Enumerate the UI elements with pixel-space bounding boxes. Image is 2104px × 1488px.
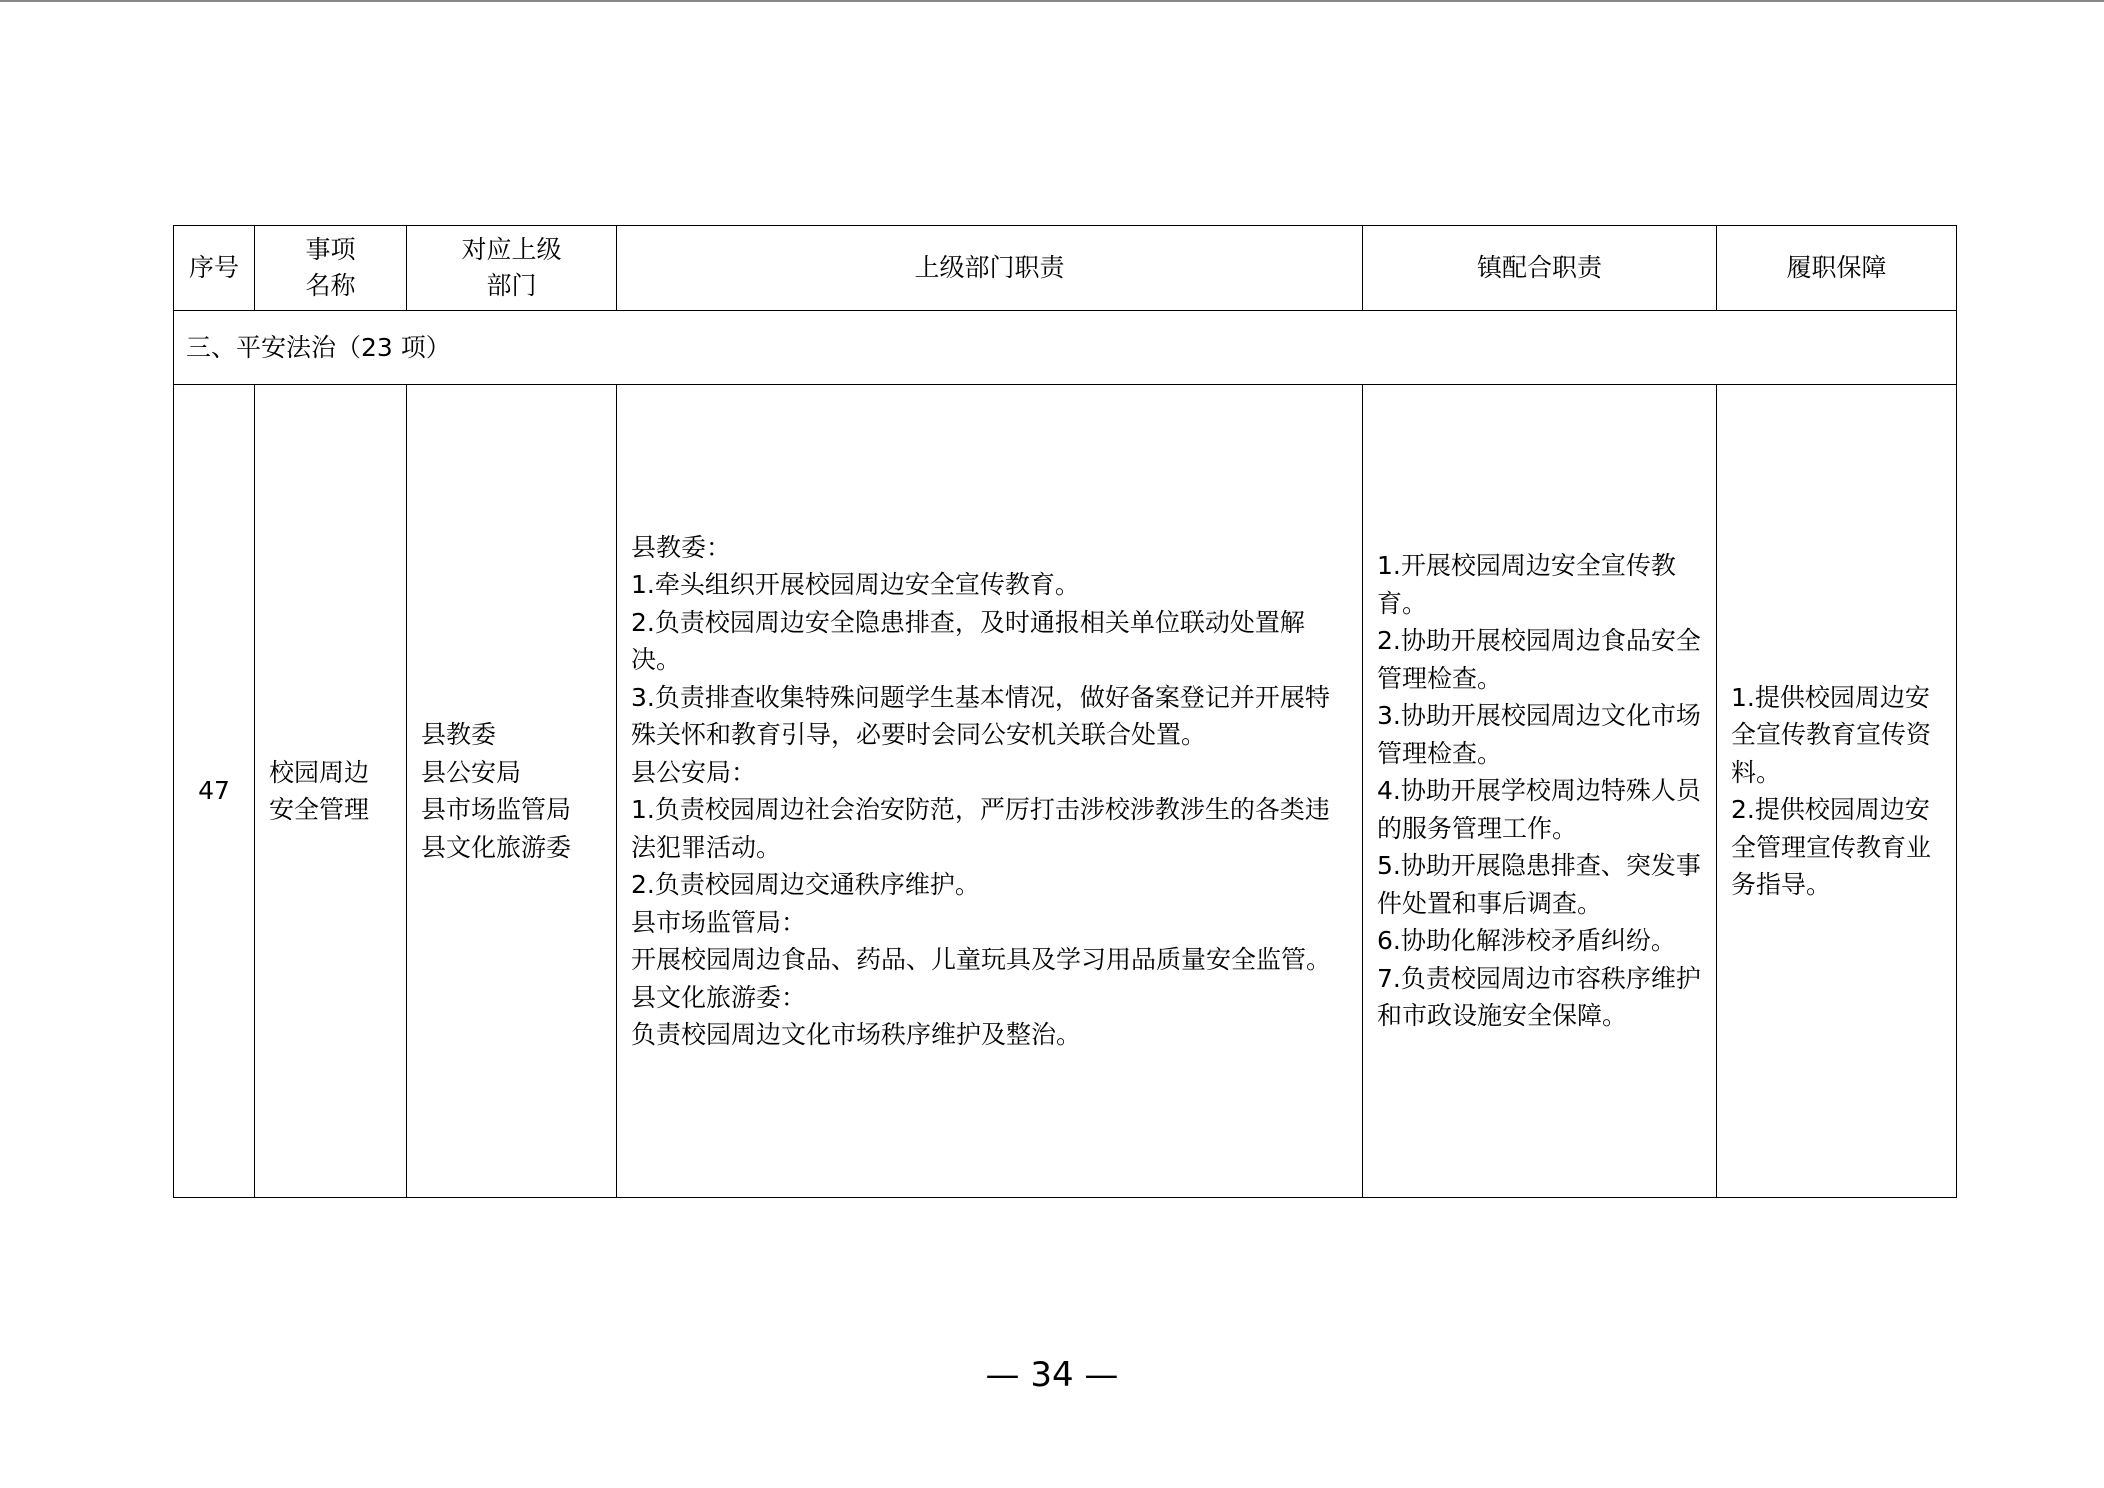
department-item: 县市场监管局: [421, 795, 572, 824]
row-guarantee: [1717, 385, 1957, 1198]
header-department-line2: 部门: [486, 271, 537, 300]
superior-duty-item: 负责校园周边文化市场秩序维护及整治。: [631, 1020, 1082, 1049]
header-guarantee: 履职保障: [1717, 226, 1957, 311]
town-duty-item: 2.协助开展校园周边食品安全管理检查。: [1377, 626, 1701, 693]
superior-duty-item: 县公安局：: [631, 757, 757, 787]
town-duty-item: 5.协助开展隐患排查、突发事件处置和事后调查。: [1377, 851, 1701, 918]
superior-duty-item: 开展校园周边食品、药品、儿童玩具及学习用品质量安全监管。: [631, 945, 1332, 974]
superior-duty-item: 县教委：: [631, 532, 732, 562]
table-row: [174, 385, 1957, 1198]
town-duty-item: 4.协助开展学校周边特殊人员的服务管理工作。: [1377, 776, 1701, 843]
town-duty-item: 1.开展校园周边安全宣传教育。: [1377, 551, 1676, 618]
row-item-name-line: 校园周边: [269, 757, 370, 787]
guarantee-item: 2.提供校园周边安全管理宣传教育业务指导。: [1731, 795, 1932, 899]
header-town-duty: 镇配合职责: [1363, 226, 1717, 311]
superior-duty-item: 1.负责校园周边社会治安防范，严厉打击涉校涉教涉生的各类违法犯罪活动。: [631, 795, 1330, 862]
row-departments: [407, 385, 617, 1198]
header-item-name: [255, 226, 407, 311]
header-row: [174, 226, 1957, 311]
page-top-border: [0, 0, 2104, 2]
row-item-name: [255, 385, 407, 1198]
row-item-name-line: 安全管理: [269, 795, 370, 824]
superior-duty-item: 2.负责校园周边交通秩序维护。: [631, 870, 980, 899]
header-seq: 序号: [174, 226, 255, 311]
superior-duty-item: 3.负责排查收集特殊问题学生基本情况，做好备案登记并开展特殊关怀和教育引导，必要时会同公安机关联合处置。: [631, 682, 1330, 749]
superior-duty-item: 2.负责校园周边安全隐患排查，及时通报相关单位联动处置解决。: [631, 607, 1305, 674]
town-duty-item: 6.协助化解涉校矛盾纠纷。: [1377, 926, 1676, 956]
town-duty-item: 3.协助开展校园周边文化市场管理检查。: [1377, 701, 1701, 768]
guarantee-item: 1.提供校园周边安全宣传教育宣传资料。: [1731, 682, 1932, 787]
header-item-name-line1: 事项: [305, 235, 356, 264]
header-item-name-line2: 名称: [305, 271, 356, 300]
page-number: — 34 —: [985, 1355, 1119, 1395]
section-row: [174, 311, 1957, 385]
department-item: 县教委: [421, 720, 497, 749]
section-title: 三、平安法治（23 项）: [174, 311, 1957, 385]
superior-duty-item: 县市场监管局：: [631, 907, 807, 937]
header-department-line1: 对应上级: [461, 235, 562, 264]
row-town-duty: [1363, 385, 1717, 1198]
superior-duty-item: 县文化旅游委：: [631, 982, 807, 1012]
header-department: [407, 226, 617, 311]
row-seq: 47: [174, 385, 255, 1198]
superior-duty-item: 1.牵头组织开展校园周边安全宣传教育。: [631, 570, 1080, 599]
header-superior-duty: 上级部门职责: [617, 226, 1363, 311]
town-duty-item: 7.负责校园周边市容秩序维护和市政设施安全保障。: [1377, 963, 1701, 1031]
duty-table: [173, 225, 1957, 1198]
department-item: 县公安局: [421, 757, 522, 787]
row-superior-duty: [617, 385, 1363, 1198]
department-item: 县文化旅游委: [421, 832, 572, 862]
